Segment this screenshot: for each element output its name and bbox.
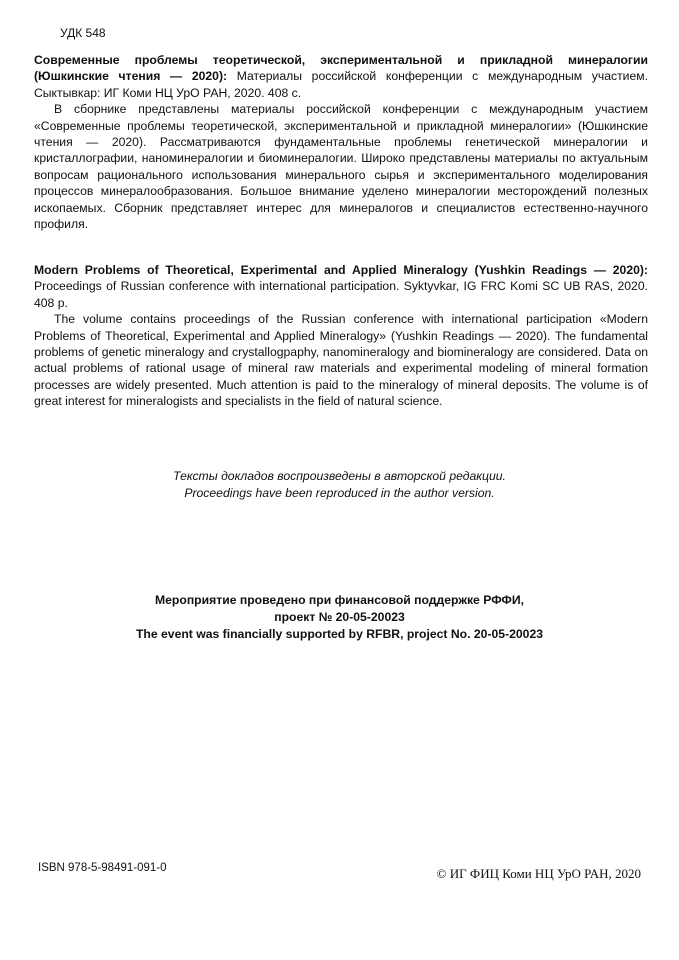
english-annotation <box>34 262 648 410</box>
funding-statement <box>0 592 679 643</box>
note-english: Proceedings have been reproduced in the author version. <box>184 486 495 500</box>
english-publication-info: Proceedings of Russian conference with international participation. Syktyvkar, IG FRC Komi SC UB RAS, 2020. 408 p. <box>34 279 648 310</box>
russian-title: Современные проблемы теоретической, экспериментальной и прикладной минералогии (Юшкинские чтения — 2020): <box>34 53 648 84</box>
funding-russian-line1: Мероприятие проведено при финансовой поддержке РФФИ, <box>155 593 524 607</box>
copyright: © ИГ ФИЦ Коми НЦ УрО РАН, 2020 <box>436 866 641 881</box>
udk-code: УДК 548 <box>60 26 106 40</box>
english-title: Modern Problems of Theoretical, Experimental and Applied Mineralogy (Yushkin Readings — 2020): <box>34 263 648 277</box>
russian-abstract: В сборнике представлены материалы российской конференции с международным участием «Современные проблемы теоретической, экспериментальной и прикладной минералогии» (Юшкинские чтения — 2020). Рассматриваются фундаментальные проблемы генетической минералогии и кристаллографии, наноминералогии и биоминералогии. Широко представлены материалы по актуальным вопросам рационального использования минерального сырья и экспериментального моделирования процессов минералообразования. Большое внимание уделено минералогии месторождений полезных ископаемых. Сборник представляет интерес для минералогов и специалистов естественно-научного профиля. <box>34 102 648 232</box>
note-russian: Тексты докладов воспроизведены в авторской редакции. <box>173 469 506 483</box>
russian-annotation <box>34 52 648 232</box>
funding-russian-line2: проект № 20-05-20023 <box>274 610 405 624</box>
funding-english: The event was financially supported by RFBR, project No. 20-05-20023 <box>135 627 544 641</box>
isbn: ISBN 978-5-98491-091-0 <box>38 862 167 874</box>
author-version-note <box>0 468 679 502</box>
russian-publication-info: Материалы российской конференции с международным участием. Сыктывкар: ИГ Коми НЦ УрО РАН, 2020. 408 с. <box>34 69 649 100</box>
russian-citation <box>34 52 648 101</box>
english-abstract: The volume contains proceedings of the Russian conference with international participation «Modern Problems of Theoretical, Experimental and Applied Mineralogy» (Yushkin Readings — 2020). The fundamental problems of genetic mineralogy and crystallogpaphy, nanomineralogy and biomineralogy are considered. Data on actual problems of rational usage of mineral raw materials and experimental modeling of mineral formation processes are widely presented. Much attention is paid to the mineralogy of mineral deposits. The volume is of great interest for mineralogists and specialists in the field of natural science. <box>34 312 648 409</box>
english-citation <box>34 262 648 311</box>
